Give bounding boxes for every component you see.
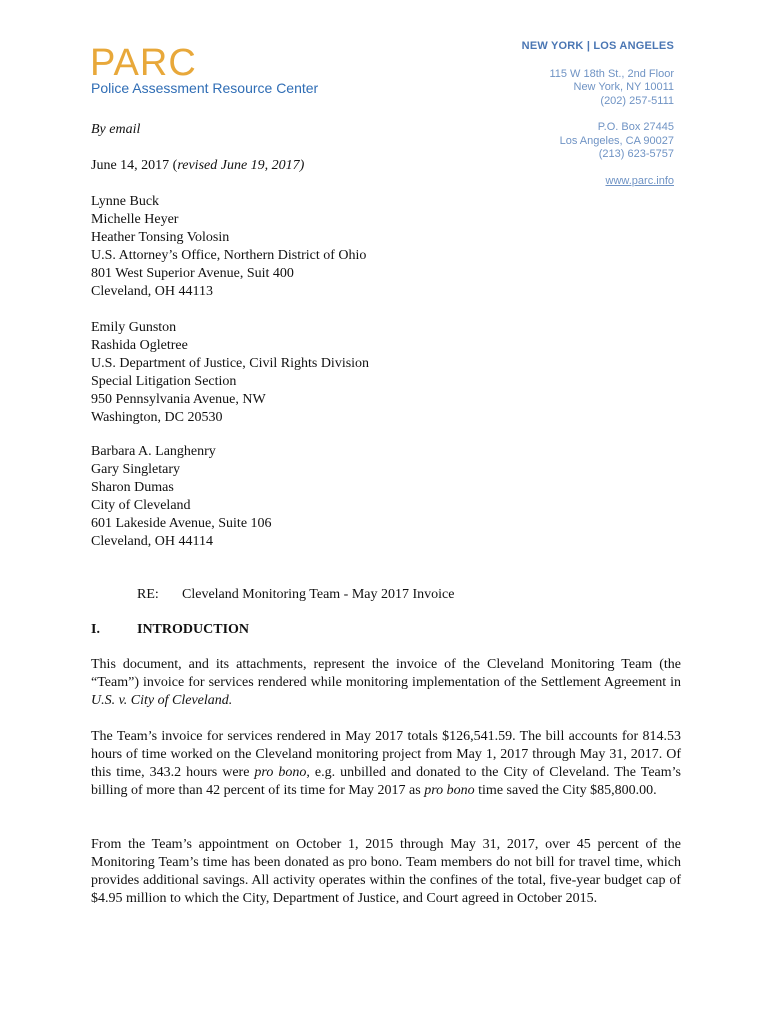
para1-text: This document, and its attachments, represent the invoice of the Cleveland Monitoring Team (the “Team”) invoice for services rendered while monitoring implementation of the Settlement Agreement in [91, 657, 681, 690]
date-revised: revised June 19, 2017) [177, 158, 305, 173]
date-text: June 14, 2017 ( [91, 158, 178, 173]
recipient-line: Rashida Ogletree [91, 338, 188, 353]
recipient-line: 601 Lakeside Avenue, Suite 106 [91, 516, 272, 531]
recipient-line: U.S. Department of Justice, Civil Rights Division [91, 356, 370, 371]
recipient-line: Gary Singletary [91, 462, 181, 477]
recipient-line: Sharon Dumas [91, 480, 174, 495]
recipient-line: Emily Gunston [91, 320, 177, 335]
recipient-line: Barbara A. Langhenry [91, 444, 216, 459]
recipient-line: Special Litigation Section [91, 374, 237, 389]
ny-street: 115 W 18th St., 2nd Floor [549, 67, 674, 80]
logo-subtitle: Police Assessment Resource Center [91, 80, 319, 96]
section-title: INTRODUCTION [137, 622, 250, 637]
paragraph-savings [91, 836, 681, 908]
recipient-line: Washington, DC 20530 [91, 410, 223, 425]
recipient-line: U.S. Attorney’s Office, Northern District of Ohio [91, 248, 367, 263]
ny-phone: (202) 257-5111 [600, 94, 674, 107]
para2-text-e: time saved the City $85,800.00. [474, 783, 657, 798]
la-pobox: P.O. Box 27445 [597, 121, 674, 133]
recipient-block-3 [91, 443, 272, 551]
recipient-line: Michelle Heyer [91, 212, 179, 227]
para3-text: From the Team’s appointment on October 1, 2015 through May 31, 2017, over 45 percent of the Monitoring Team’s time has been donated as pro bono. Team members do not bill for travel time, which provides additional savings. All activity operates within the confines of the total, five-year budget cap of $4.95 million to which the City, Department of Justice, and Court agreed in October 2015. [91, 837, 681, 906]
la-city: Los Angeles, CA 90027 [559, 134, 674, 147]
para2-text-a: The Team’s invoice for services rendered in May 2017 totals $126,541.59. The bill accounts for 814.53 hours of time worked on the Cleveland monitoring project from May 1, 2017 through May 31, 2017. Of this time, 343.2 hours were [91, 729, 681, 780]
paragraph-invoice-total [91, 728, 681, 800]
letter-date [91, 157, 304, 175]
parc-logo: PARC [90, 42, 197, 84]
para2-text-c: , e.g. unbilled and donated to the City of Cleveland. The Team’s billing of more than 42 percent of its time for May 2017 as [91, 765, 681, 798]
la-phone: (213) 623-5757 [598, 148, 674, 160]
paragraph-intro [91, 656, 681, 710]
re-subject: Cleveland Monitoring Team - May 2017 Invoice [182, 587, 455, 602]
re-label: RE: [137, 587, 159, 602]
recipient-line: 950 Pennsylvania Avenue, NW [91, 392, 266, 407]
recipient-line: City of Cleveland [91, 498, 191, 513]
recipient-line: Cleveland, OH 44113 [91, 284, 213, 299]
pro-bono-term: pro bono [424, 783, 475, 798]
ny-city: New York, NY 10011 [573, 81, 674, 93]
case-name: U.S. v. City of Cleveland. [91, 693, 233, 708]
section-number: I. [91, 622, 100, 637]
recipient-line: Heather Tonsing Volosin [91, 230, 230, 245]
recipient-block-1 [91, 193, 366, 301]
website-link[interactable]: www.parc.info [605, 174, 674, 187]
recipient-line: Cleveland, OH 44114 [91, 534, 213, 549]
ny-address [522, 68, 674, 109]
la-address [522, 121, 674, 162]
delivery-method: By email [91, 122, 141, 137]
pro-bono-term: pro bono [254, 765, 307, 780]
office-cities: NEW YORK | LOS ANGELES [521, 40, 674, 52]
recipient-line: 801 West Superior Avenue, Suit 400 [91, 266, 294, 281]
recipient-block-2 [91, 319, 369, 427]
letterhead-contact [522, 40, 674, 188]
recipient-line: Lynne Buck [91, 194, 160, 209]
